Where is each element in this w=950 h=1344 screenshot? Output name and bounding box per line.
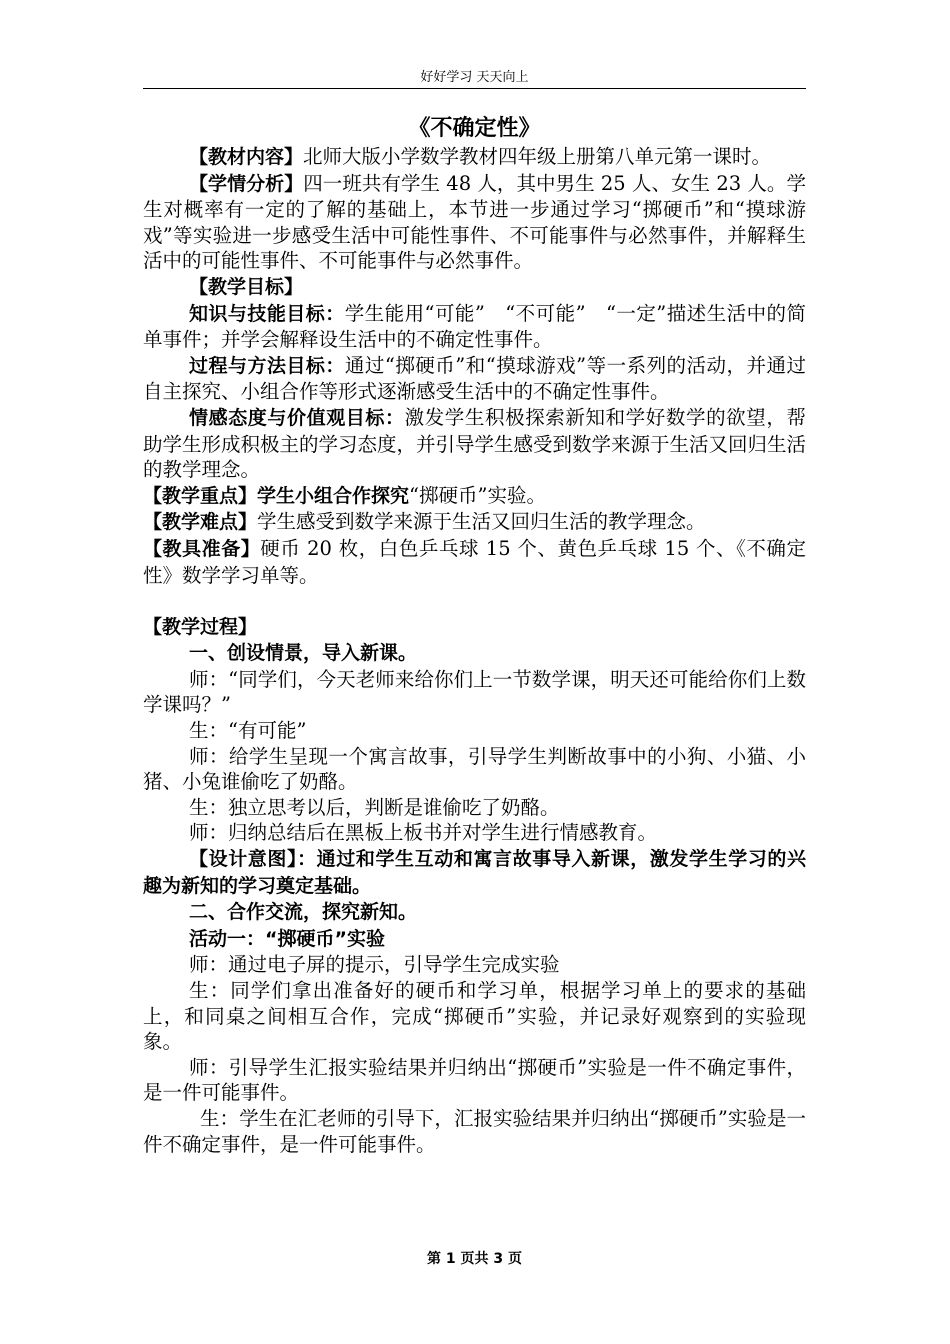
step2-heading <box>143 899 806 926</box>
document-body <box>143 114 806 1157</box>
goal1-paragraph <box>143 301 806 353</box>
goal2-paragraph <box>143 353 806 405</box>
goal1-label: 知识与技能目标： <box>189 302 345 325</box>
key-label: 【教学重点】 <box>143 484 258 507</box>
goal3-paragraph <box>143 405 806 483</box>
paragraph-1: 师：“同学们，今天老师来给你们上一节数学课，明天还可能给你们上数学课吗？” <box>143 667 806 717</box>
paragraph-5: 师：归纳总结后在黑板上板书并对学生进行情感教育。 <box>189 821 658 845</box>
design-intent-text: 【设计意图】：通过和学生互动和寓言故事导入新课，激发学生学习的兴趣为新知的学习奠定基础。 <box>143 848 806 897</box>
paragraph-7: 生：同学们拿出准备好的硬币和学习单，根据学习单上的要求的基础上，和同桌之间相互合作，完成“掷硬币”实验，并记录好观察到的实验现象。 <box>143 979 806 1054</box>
difficulty-label: 【教学难点】 <box>143 511 258 534</box>
prep-paragraph <box>143 536 806 588</box>
difficulty-text: 学生感受到数学来源于生活又回归生活的教学理念。 <box>257 510 706 534</box>
goal3-text: 激发学生积极探索新知和学好数学的欲望，帮助学生形成积极主的学习态度，并引导学生感受到数学来源于生活又回归生活的教学理念。 <box>143 405 807 482</box>
design-intent-paragraph <box>143 846 806 899</box>
blank-line <box>143 588 806 614</box>
page-header: 好好学习 天天向上 <box>420 70 529 85</box>
goal3-label: 情感态度与价值观目标： <box>189 406 405 429</box>
material-label: 【教材内容】 <box>189 146 304 168</box>
key-text: “掷硬币”实验。 <box>409 483 546 507</box>
goals-label: 【教学目标】 <box>189 275 304 298</box>
step2-title: 二、合作交流，探究新知。 <box>189 901 418 924</box>
goal2-text: 通过“掷硬币”和“摸球游戏”等一系列的活动，并通过自主探究、小组合作等形式逐渐感受生活中的不确定性事件。 <box>143 353 806 404</box>
analysis-text: 四一班共有学生 48 人，其中男生 25 人、女生 23 人。学生对概率有一定的了解的基础上，本节进一步通过学习“掷硬币”和“摸球游戏”等实验进一步感受生活中可能性事件、不可能事件与必然事件，并解释生活中的可能性事件、不可能事件与必然事件。 <box>143 171 806 273</box>
analysis-label: 【学情分析】 <box>189 172 304 195</box>
activity1-title: 活动一：“掷硬币”实验 <box>189 927 385 950</box>
paragraph-9: 生：学生在汇老师的引导下，汇报实验结果并归纳出“掷硬币”实验是一件不确定事件，是一件可能事件。 <box>143 1106 806 1156</box>
header-divider <box>143 88 806 89</box>
key-text-bold: 学生小组合作探究 <box>257 484 410 507</box>
step1-heading <box>143 640 806 667</box>
prep-text: 硬币 20 枚，白色乒乓球 15 个、黄色乒乓球 15 个、《不确定性》数学学习单等。 <box>143 536 806 587</box>
document-title: 《不确定性》 <box>408 116 541 141</box>
goal1-text: 学生能用“可能” “不可能” “一定”描述生活中的简单事件；并学会解释设生活中的不确定性事件。 <box>143 301 806 352</box>
process-label: 【教学过程】 <box>143 615 258 638</box>
activity1-heading <box>143 926 806 953</box>
material-paragraph <box>143 144 806 171</box>
process-heading <box>143 614 806 641</box>
analysis-paragraph <box>143 171 806 274</box>
prep-label: 【教具准备】 <box>143 537 261 560</box>
step1-title: 一、创设情景，导入新课。 <box>189 642 418 665</box>
paragraph-3: 师：给学生呈现一个寓言故事，引导学生判断故事中的小狗、小猫、小猪、小兔谁偷吃了奶酪。 <box>143 744 806 794</box>
difficulty-paragraph <box>143 509 806 536</box>
paragraph-6: 师：通过电子屏的提示，引导学生完成实验 <box>189 953 560 977</box>
key-paragraph <box>143 483 806 510</box>
goals-heading <box>143 274 806 301</box>
paragraph-2: 生：“有可能” <box>189 719 307 743</box>
page-footer: 第 1 页共 3 页 <box>427 1251 522 1267</box>
material-text: 北师大版小学数学教材四年级上册第八单元第一课时。 <box>303 145 772 168</box>
paragraph-4: 生：独立思考以后，判断是谁偷吃了奶酪。 <box>189 795 560 819</box>
paragraph-8: 师：引导学生汇报实验结果并归纳出“掷硬币”实验是一件不确定事件，是一件可能事件。 <box>143 1055 806 1105</box>
goal2-label: 过程与方法目标： <box>189 354 345 377</box>
